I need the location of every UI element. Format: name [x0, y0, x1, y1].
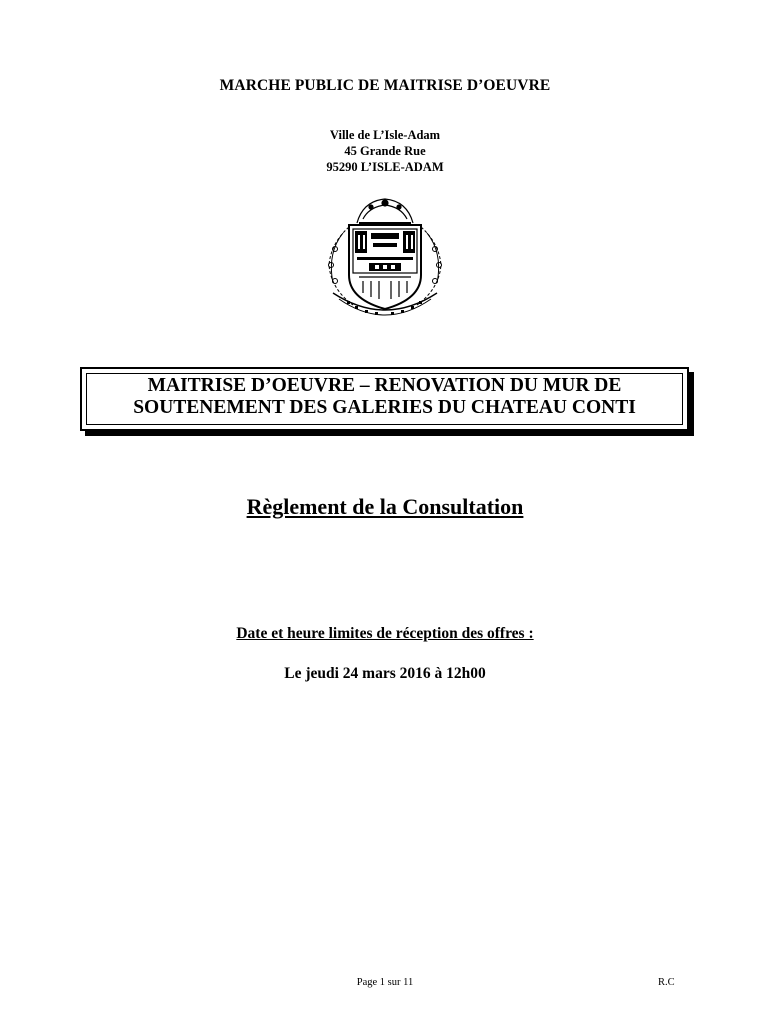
address-city: Ville de L’Isle-Adam	[329, 128, 441, 142]
deadline-label: Date et heure limites de réception des offres :	[236, 625, 534, 642]
footer-initials: R.C	[658, 977, 675, 988]
header-title: MARCHE PUBLIC DE MAITRISE D’OEUVRE	[219, 77, 551, 94]
deadline-value: Le jeudi 24 mars 2016 à 12h00	[284, 665, 486, 682]
project-title-line: SOUTENEMENT DES GALERIES DU CHATEAU CONTI	[133, 397, 636, 418]
document-title: Règlement de la Consultation	[246, 494, 524, 519]
address-street: 45 Grande Rue	[344, 144, 426, 158]
project-title	[82, 375, 687, 419]
city-coat-of-arms-icon	[313, 193, 457, 325]
address-postal: 95290 L’ISLE-ADAM	[326, 160, 444, 174]
address-block	[0, 127, 770, 175]
project-title-line: MAITRISE D’OEUVRE – RENOVATION DU MUR DE	[147, 375, 622, 396]
page-number: Page 1 sur 11	[356, 977, 414, 988]
project-title-box	[80, 367, 689, 431]
